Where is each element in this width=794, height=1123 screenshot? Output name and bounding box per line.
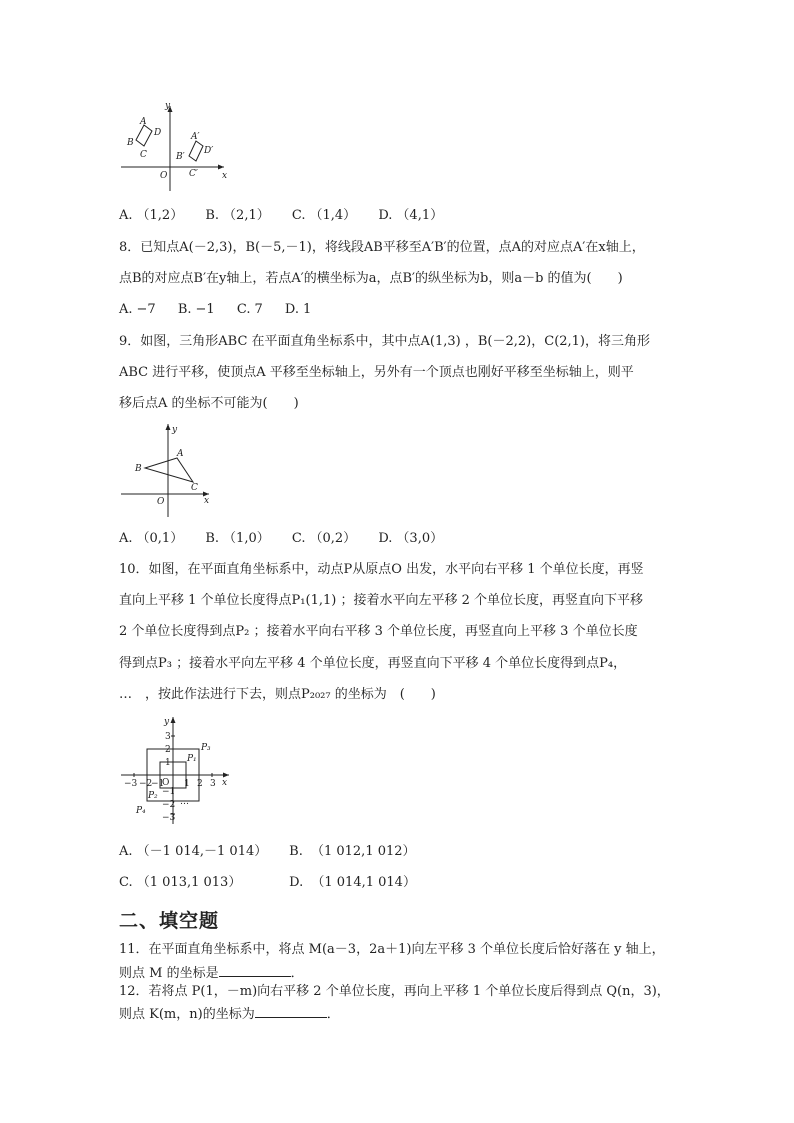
fig7-rect-a1b1c1d1 <box>189 141 203 161</box>
q12-stem-line2 <box>119 1003 340 1024</box>
q10-stem-line2: 直向上平移 1 个单位长度得点P₁(1,1) ；接着水平向左平移 2 个单位长度，再竖直向下平移 <box>119 593 643 608</box>
fig9-x-label: x <box>204 496 210 506</box>
fig7-label-A1: A′ <box>191 132 200 142</box>
fig10-x-label: x <box>222 778 228 788</box>
q10-option-a[interactable]: A. （－1 014,－1 014） <box>119 844 268 859</box>
fig7-origin-label: O <box>160 171 168 181</box>
fig10-ytick-n1: −1 <box>162 787 176 797</box>
q12-answer-blank[interactable] <box>255 1003 327 1018</box>
fig9-triangle-abc <box>145 458 193 482</box>
fig10-ytick-n3: −3 <box>162 813 176 823</box>
section-fill-in-title: 二、填空题 <box>119 910 220 932</box>
q11-stem-line1: 11．在平面直角坐标系中，将点 M(a－3，2a＋1)向左平移 3 个单位长度后恰好落在 y 轴上， <box>119 942 665 957</box>
q9-stem-line3: 移后点A 的坐标不可能为( ) <box>119 396 299 411</box>
figure-q10-spiral-path <box>119 712 235 828</box>
q10-options-row1 <box>119 843 434 861</box>
figure-q9-triangle <box>119 420 217 520</box>
q9-stem-line2: ABC 进行平移，使顶点A 平移至坐标轴上，另外有一个顶点也刚好平移至坐标轴上，则平 <box>119 365 634 380</box>
q10-option-c[interactable]: C. （1 013,1 013） <box>119 875 242 890</box>
q8-option-b[interactable]: B. −1 <box>177 302 215 317</box>
fig10-ytick-3: 3 <box>165 732 171 742</box>
fig10-xtick-3: 3 <box>210 779 216 789</box>
fig10-label-p1: P₁ <box>187 754 197 764</box>
fig7-label-D: D <box>154 128 162 138</box>
q10-options-row2 <box>119 874 434 892</box>
q11-stem-text: 则点 M 的坐标是 <box>119 966 219 981</box>
fig7-label-C: C <box>140 150 147 160</box>
fig9-label-A: A <box>177 449 184 459</box>
q9-option-a[interactable]: A. （0,1） <box>119 531 184 546</box>
fig7-x-label: x <box>222 171 228 181</box>
fig7-y-label: y <box>165 101 171 111</box>
q10-option-b[interactable]: B. （1 012,1 012） <box>289 844 416 859</box>
q11-answer-blank[interactable] <box>219 962 291 977</box>
q8-stem-line1: 8．已知点A(－2,3)，B(－5,－1)，将线段AB平移至A′B′的位置，点A的对应点A′在x轴上， <box>119 240 645 255</box>
fig10-label-p4: P₄ <box>136 806 146 816</box>
fig10-xtick-n3: −3 <box>124 779 138 789</box>
fig7-label-B1: B′ <box>176 152 185 162</box>
q9-stem-line1: 9．如图，三角形ABC 在平面直角坐标系中，其中点A(1,3) ，B(－2,2)，C(2,1)，将三角形 <box>119 334 651 349</box>
q9-option-b[interactable]: B. （1,0） <box>205 531 270 546</box>
q7-options <box>119 207 461 225</box>
q9-option-c[interactable]: C. （0,2） <box>291 531 357 546</box>
q11-end: ． <box>290 966 304 981</box>
fig9-label-B: B <box>135 464 142 474</box>
q7-option-b[interactable]: B. （2,1） <box>205 208 270 223</box>
q12-stem-text: 则点 K(m，n)的坐标为 <box>119 1007 255 1022</box>
figure-q7-translated-rectangle <box>119 98 234 196</box>
q10-stem-line5: … ，按此作法进行下去，则点P₂₀₂₇ 的坐标为 ( ) <box>119 687 436 702</box>
fig10-y-label: y <box>164 717 170 727</box>
fig10-origin-label: O <box>162 778 170 788</box>
q7-option-c[interactable]: C. （1,4） <box>291 208 357 223</box>
fig10-label-p3: P₃ <box>201 743 211 753</box>
q10-stem-line1: 10．如图，在平面直角坐标系中，动点P从原点O 出发，水平向右平移 1 个单位长度，再竖 <box>119 562 644 577</box>
fig9-y-label: y <box>172 425 178 435</box>
q10-option-d[interactable]: D. （1 014,1 014） <box>289 875 416 890</box>
q10-stem-line3: 2 个单位长度得到点P₂ ；接着水平向右平移 3 个单位长度，再竖直向上平移 3 个单位长度 <box>119 624 638 639</box>
q12-end: ． <box>326 1007 340 1022</box>
fig7-label-D1: D′ <box>204 146 214 156</box>
q12-stem-line1: 12．若将点 P(1，－m)向右平移 2 个单位长度，再向上平移 1 个单位长度后得到点 Q(n，3)， <box>119 984 670 999</box>
fig10-ytick-1: 1 <box>165 758 171 768</box>
q11-stem-line2 <box>119 962 304 983</box>
fig10-ytick-2: 2 <box>165 745 171 755</box>
fig10-ytick-n2: −2 <box>162 800 176 810</box>
q9-options <box>119 530 461 548</box>
q8-options <box>119 301 329 319</box>
fig7-label-B: B <box>127 138 134 148</box>
q8-option-c[interactable]: C. 7 <box>236 302 263 317</box>
fig9-label-C: C <box>191 483 198 493</box>
q8-option-a[interactable]: A. −7 <box>119 302 156 317</box>
q7-option-d[interactable]: D. （4,1） <box>378 208 444 223</box>
fig10-xtick-2: 2 <box>197 779 203 789</box>
q8-stem-line2: 点B的对应点B′在y轴上，若点A′的横坐标为a，点B′的纵坐标为b，则a－b 的值为( ) <box>119 271 623 286</box>
fig7-label-C1: C′ <box>189 169 198 179</box>
fig7-rect-abcd <box>136 125 152 146</box>
fig10-label-p2: P₂ <box>148 791 158 801</box>
q9-option-d[interactable]: D. （3,0） <box>378 531 444 546</box>
fig10-xtick-1: 1 <box>184 779 190 789</box>
q10-stem-line4: 得到点P₃ ；接着水平向左平移 4 个单位长度，再竖直向下平移 4 个单位长度得到点P₄， <box>119 656 627 671</box>
fig10-xtick-n1: −1 <box>151 779 165 789</box>
fig7-label-A: A <box>140 117 147 127</box>
fig9-origin-label: O <box>157 497 165 507</box>
q8-option-d[interactable]: D. 1 <box>284 302 312 317</box>
fig10-ellipsis: … <box>180 797 189 807</box>
fig10-xtick-n2: −2 <box>139 779 153 789</box>
q7-option-a[interactable]: A. （1,2） <box>119 208 184 223</box>
